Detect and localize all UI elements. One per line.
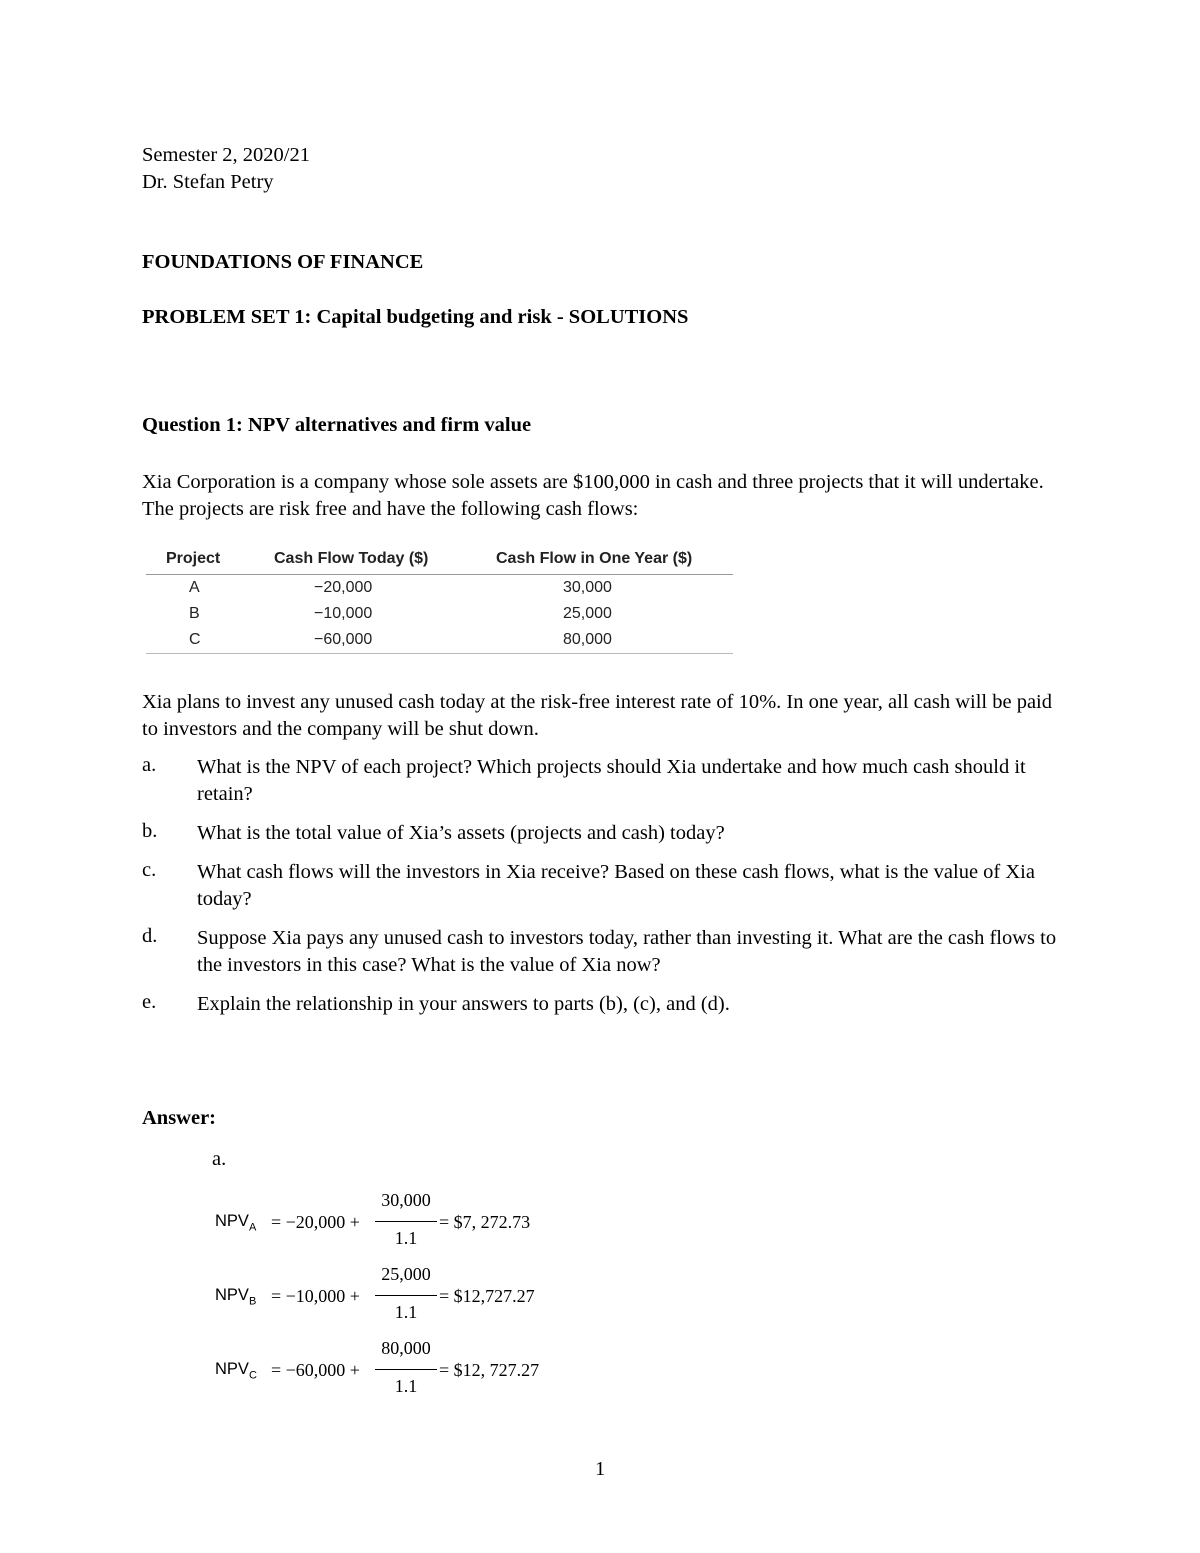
table-row [146,601,733,627]
npv-equation-c [215,1338,615,1408]
equation-denominator: 1.1 [394,1376,418,1396]
table-row [146,575,733,601]
cell-project: B [189,605,200,622]
question-1-label: Question 1: [142,414,243,436]
lecturer-name: Dr. Stefan Petry [142,171,274,193]
equation-initial-cost: = −10,000 + [271,1286,360,1306]
part-d-letter: d. [142,925,158,947]
answer-heading: Answer: [142,1107,217,1129]
equation-lhs: $NPV_A$ [215,1212,257,1234]
problem-set-title [142,306,688,329]
part-e-letter: e. [142,991,157,1013]
question-1-followup: Xia plans to invest any unused cash today at the risk-free interest rate of 10%. In one year, all cash will be paid to investors and the company will be shut down. [142,691,1052,740]
cell-cash-one-year: 80,000 [563,631,612,648]
cell-cash-one-year: 25,000 [563,605,612,622]
problem-set-label: PROBLEM SET 1: [142,306,312,328]
part-c-text: What cash flows will the investors in Xia receive? Based on these cash flows, what is the value of Xia today? [197,861,1035,910]
equation-numerator: 30,000 [381,1190,431,1210]
problem-set-subtitle: Capital budgeting and risk - SOLUTIONS [311,306,689,328]
cell-cash-today: −20,000 [314,579,373,596]
table-row [146,627,733,654]
header-cash-flow-today: Cash Flow Today ($) [274,550,429,567]
fraction-bar [375,1221,437,1222]
equation-lhs: $NPV_C$ [215,1360,257,1382]
cell-project: C [189,631,201,648]
npv-equation-a [215,1190,615,1260]
equation-result: = $12,727.27 [439,1286,535,1306]
table-header-row [146,546,733,575]
page-number: 1 [595,1458,606,1480]
equation-denominator: 1.1 [394,1302,418,1322]
equation-result: = $12, 727.27 [439,1360,540,1380]
header-project: Project [166,550,221,567]
question-1-title: NPV alternatives and firm value [242,414,532,436]
equation-initial-cost: = −60,000 + [271,1360,360,1380]
header-cash-flow-one-year: Cash Flow in One Year ($) [496,550,693,567]
equation-initial-cost: = −20,000 + [271,1212,360,1232]
fraction-bar [375,1295,437,1296]
cell-cash-today: −60,000 [314,631,373,648]
equation-denominator: 1.1 [394,1228,418,1248]
question-1-intro: Xia Corporation is a company whose sole assets are $100,000 in cash and three projects that it will undertake. The projects are risk free and have the following cash flows: [142,471,1044,520]
fraction-bar [375,1369,437,1370]
semester-text: Semester 2, 2020/21 [142,144,310,166]
cell-project: A [189,579,200,596]
part-d-text: Suppose Xia pays any unused cash to investors today, rather than investing it. What are the cash flows to the investors in this case? What is the value of Xia now? [197,927,1057,976]
equation-numerator: 80,000 [381,1338,431,1358]
part-b-text: What is the total value of Xia’s assets (projects and cash) today? [197,822,725,844]
part-a-text: What is the NPV of each project? Which projects should Xia undertake and how much cash should it retain? [197,756,1026,805]
equation-lhs: $NPV_B$ [215,1286,257,1308]
cell-cash-one-year: 30,000 [563,579,612,596]
equation-numerator: 25,000 [381,1264,431,1284]
question-1-heading [142,414,531,437]
part-c-letter: c. [142,859,157,881]
npv-equation-b [215,1264,615,1334]
course-title: FOUNDATIONS OF FINANCE [142,251,424,273]
part-b-letter: b. [142,820,158,842]
part-a-letter: a. [142,754,157,776]
cash-flow-table [146,546,733,654]
equation-result: = $7, 272.73 [439,1212,531,1232]
answer-part-a-label: a. [212,1148,227,1170]
cell-cash-today: −10,000 [314,605,373,622]
part-e-text: Explain the relationship in your answers to parts (b), (c), and (d). [197,993,730,1015]
